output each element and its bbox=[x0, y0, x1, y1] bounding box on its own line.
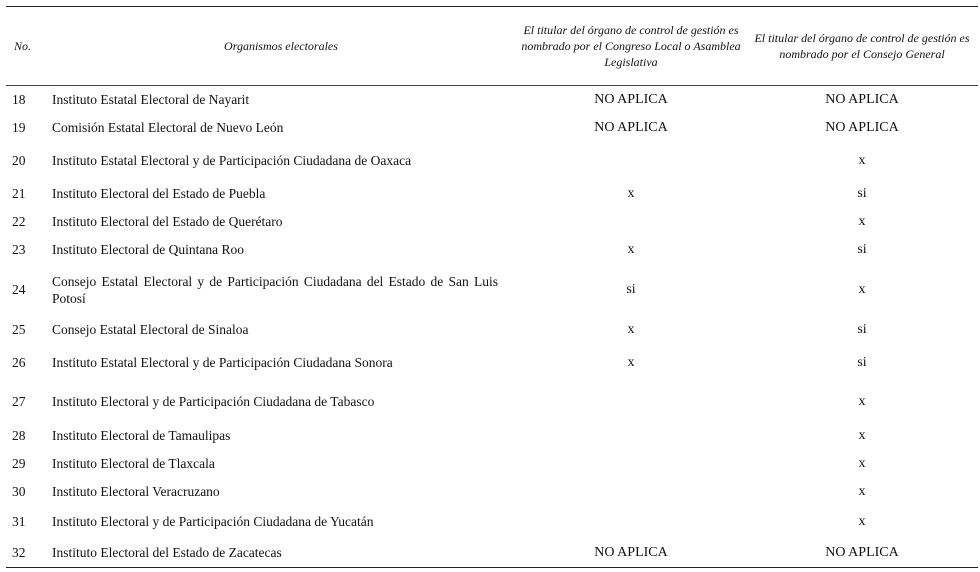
row-congress-value bbox=[516, 142, 746, 180]
row-congress-value: x bbox=[627, 322, 635, 337]
row-organism: Instituto Electoral y de Participación Ciudadana de Yucatán bbox=[52, 514, 374, 529]
row-number: 27 bbox=[12, 394, 26, 409]
row-number: 23 bbox=[12, 242, 26, 257]
row-council-value: si bbox=[857, 242, 867, 257]
row-number: 30 bbox=[12, 484, 26, 499]
row-organism: Instituto Electoral del Estado de Puebla bbox=[52, 186, 266, 201]
row-congress-value bbox=[516, 506, 746, 538]
table-row bbox=[6, 264, 978, 316]
row-congress-value bbox=[516, 478, 746, 506]
row-council-value: x bbox=[858, 484, 866, 499]
row-organism: Consejo Estatal Electoral de Sinaloa bbox=[52, 322, 249, 337]
row-number: 28 bbox=[12, 428, 26, 443]
row-organism: Instituto Electoral de Tlaxcala bbox=[52, 456, 215, 471]
row-congress-value: x bbox=[627, 355, 635, 370]
header-row bbox=[6, 7, 978, 86]
row-council-value: x bbox=[858, 394, 866, 409]
table-row bbox=[6, 478, 978, 506]
row-organism: Comisión Estatal Electoral de Nuevo León bbox=[52, 120, 284, 135]
row-number: 20 bbox=[12, 153, 26, 168]
row-congress-value: x bbox=[627, 242, 635, 257]
table-row bbox=[6, 506, 978, 538]
row-organism: Instituto Estatal Electoral de Nayarit bbox=[52, 92, 250, 108]
header-appointed-by-council: El titular del órgano de control de gestión es nombrado por el Consejo General bbox=[746, 7, 978, 86]
table-row bbox=[6, 180, 978, 208]
row-organism: Instituto Electoral del Estado de Zacatecas bbox=[46, 538, 516, 568]
row-organism: Instituto Electoral de Tamaulipas bbox=[52, 428, 231, 443]
row-number: 25 bbox=[12, 322, 26, 337]
row-congress-value bbox=[516, 450, 746, 478]
row-council-value: si bbox=[857, 355, 867, 370]
row-organism: Instituto Estatal Electoral y de Participación Ciudadana de Oaxaca bbox=[52, 153, 412, 168]
table-body bbox=[6, 86, 978, 568]
table-row bbox=[6, 208, 978, 236]
row-number: 26 bbox=[12, 355, 26, 370]
row-congress-value: x bbox=[627, 186, 635, 201]
row-council-value: x bbox=[858, 514, 866, 529]
row-organism: Instituto Electoral Veracruzano bbox=[52, 484, 220, 499]
row-council-value: NO APLICA bbox=[825, 120, 899, 135]
row-council-value: si bbox=[857, 322, 867, 337]
row-congress-value bbox=[516, 382, 746, 422]
row-number: 31 bbox=[12, 514, 26, 529]
row-council-value: x bbox=[858, 214, 866, 229]
row-council-value: x bbox=[858, 153, 866, 168]
row-number: 32 bbox=[6, 538, 46, 568]
table-row bbox=[6, 422, 978, 450]
row-number: 24 bbox=[12, 282, 26, 297]
row-congress-value: NO APLICA bbox=[594, 120, 668, 135]
row-organism: Instituto Electoral de Quintana Roo bbox=[52, 242, 244, 257]
table-row bbox=[6, 236, 978, 264]
table-row bbox=[6, 450, 978, 478]
row-congress-value: NO APLICA bbox=[516, 538, 746, 568]
table-row bbox=[6, 344, 978, 382]
row-council-value: NO APLICA bbox=[825, 92, 899, 108]
row-number: 22 bbox=[12, 214, 26, 229]
row-organism: Instituto Electoral y de Participación Ciudadana de Tabasco bbox=[52, 394, 375, 409]
row-council-value: x bbox=[858, 428, 866, 443]
row-council-value: NO APLICA bbox=[746, 538, 978, 568]
row-number: 18 bbox=[12, 92, 26, 108]
header-appointed-by-congress: El titular del órgano de control de gestión es nombrado por el Congreso Local o Asamblea Legislativa bbox=[516, 7, 746, 86]
row-council-value: si bbox=[857, 186, 867, 201]
row-council-value: x bbox=[858, 282, 866, 297]
row-congress-value: si bbox=[626, 282, 636, 297]
row-congress-value: NO APLICA bbox=[594, 92, 668, 108]
header-number: No. bbox=[6, 7, 46, 86]
table-row bbox=[6, 114, 978, 142]
table-row bbox=[6, 142, 978, 180]
row-organism: Instituto Electoral del Estado de Querétaro bbox=[52, 214, 283, 229]
table-row bbox=[6, 538, 978, 568]
electoral-bodies-table bbox=[6, 6, 978, 568]
table-header bbox=[6, 7, 978, 86]
row-congress-value bbox=[516, 208, 746, 236]
row-number: 19 bbox=[12, 120, 26, 135]
table-row bbox=[6, 86, 978, 114]
row-congress-value bbox=[516, 422, 746, 450]
row-organism: Instituto Estatal Electoral y de Participación Ciudadana Sonora bbox=[52, 355, 393, 370]
row-number: 21 bbox=[12, 186, 26, 201]
row-council-value: x bbox=[858, 456, 866, 471]
table-row bbox=[6, 382, 978, 422]
header-organisms: Organismos electorales bbox=[46, 7, 516, 86]
row-organism: Consejo Estatal Electoral y de Participación Ciudadana del Estado de San Luis Potosí bbox=[52, 273, 498, 306]
row-number: 29 bbox=[12, 456, 26, 471]
table-row bbox=[6, 316, 978, 344]
